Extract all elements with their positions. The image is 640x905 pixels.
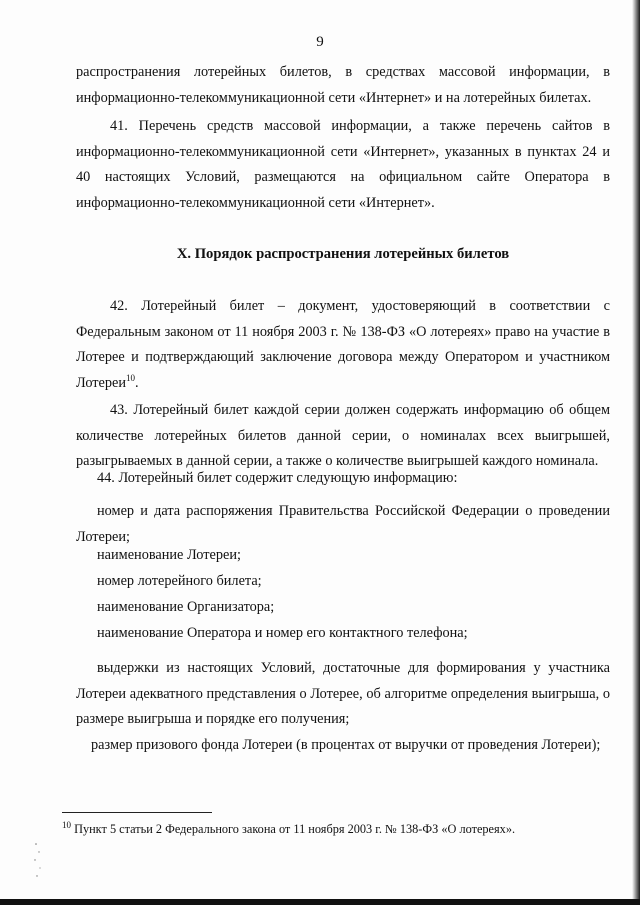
section-heading: X. Порядок распространения лотерейных билетов — [176, 246, 510, 262]
page-number: 9 — [316, 34, 324, 50]
paragraph-42 — [76, 294, 610, 396]
scan-edge-shadow — [632, 0, 640, 905]
paragraph-41: 41. Перечень средств массовой информации, а также перечень сайтов в информационно-телекоммуникационной сети «Интернет», указанных в пунктах 24 и 40 настоящих Условий, размещаются на официальном сайте Оператора в информационно-телекоммуникационной сети «Интернет». — [76, 118, 610, 211]
footnote-number: 10 — [62, 819, 71, 830]
scan-edge-bottom — [0, 899, 640, 905]
paragraph-42-end: . — [135, 374, 139, 391]
list-item-1: номер и дата распоряжения Правительства Российской Федерации о проведении Лотереи; — [76, 503, 610, 545]
list-item-5: наименование Оператора и номер его контактного телефона; — [97, 625, 468, 641]
paragraph-42-text: 42. Лотерейный билет – документ, удостоверяющий в соответствии с Федеральным законом от 11 ноября 2003 г. № 138-ФЗ «О лотереях» право на участие в Лотерее и подтверждающий заключение договора между Оператором и участником Лотереи — [76, 298, 610, 391]
paragraph-intro: распространения лотерейных билетов, в средствах массовой информации, в информационно-телекоммуникационной сети «Интернет» и на лотерейных билетах. — [76, 64, 610, 106]
footnote — [62, 819, 602, 837]
list-item-6: выдержки из настоящих Условий, достаточные для формирования у участника Лотереи адекватного представления о Лотерее, об алгоритме определения выигрыша, о размере выигрыша и порядке его получения; — [76, 660, 610, 727]
list-item-2: наименование Лотереи; — [97, 547, 241, 563]
paragraph-43: 43. Лотерейный билет каждой серии должен содержать информацию об общем количестве лотерейных билетов данной серии, о номиналах всех выигрышей, разыгрываемых в данной серии, а также о количестве выигрышей каждого номинала. — [76, 402, 610, 469]
scan-artifact — [30, 840, 50, 880]
footnote-ref: 10 — [126, 372, 136, 383]
footnote-text: Пункт 5 статьи 2 Федерального закона от 11 ноября 2003 г. № 138-ФЗ «О лотереях». — [71, 822, 516, 836]
footnote-separator — [62, 812, 212, 813]
list-item-7: размер призового фонда Лотереи (в процентах от выручки от проведения Лотереи); — [91, 737, 601, 753]
list-item-3: номер лотерейного билета; — [97, 573, 262, 589]
list-item-4: наименование Организатора; — [97, 599, 275, 615]
paragraph-44: 44. Лотерейный билет содержит следующую информацию: — [97, 470, 458, 486]
